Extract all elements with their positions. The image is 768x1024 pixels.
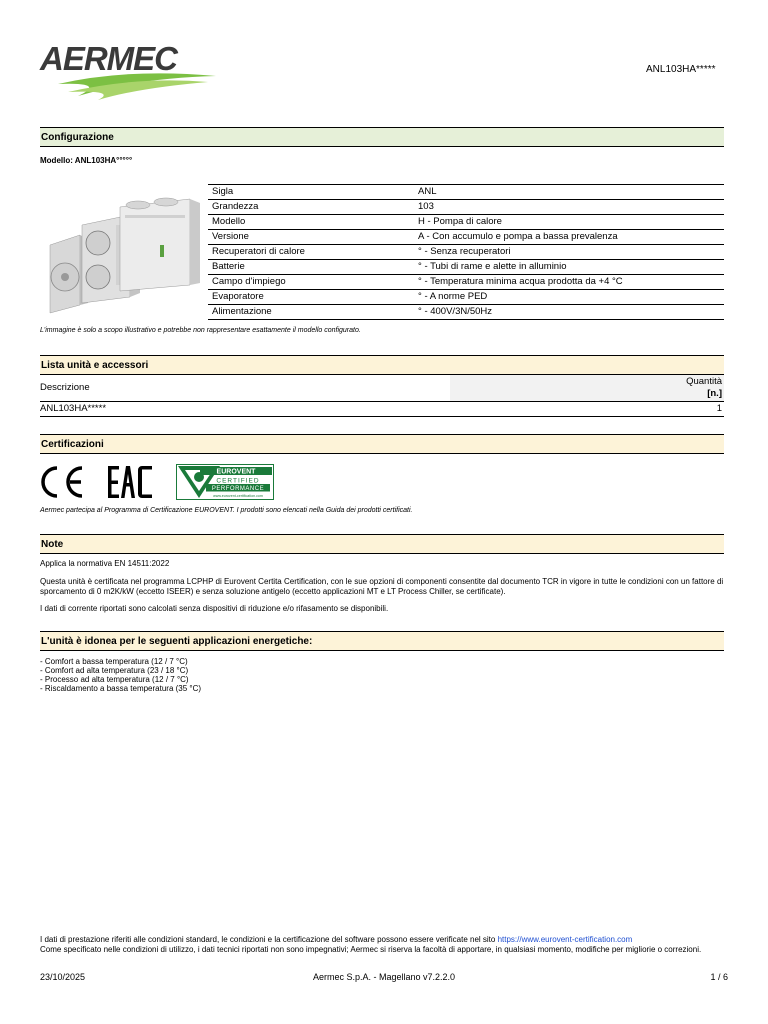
footer-center: Aermec S.p.A. - Magellano v7.2.2.0: [312, 972, 456, 982]
col-description: Descrizione: [40, 382, 90, 393]
list-item: - Processo ad alta temperatura (12 / 7 °C): [40, 675, 189, 684]
spec-value: A - Con accumulo e pompa a bassa prevalenza: [414, 230, 724, 245]
accessories-header: [40, 355, 724, 375]
applications-title: L'unità è idonea per le seguenti applicazioni energetiche:: [41, 636, 313, 647]
list-item: - Comfort ad alta temperatura (23 / 18 °C): [40, 666, 189, 675]
image-disclaimer: L'immagine è solo a scopo illustrativo e potrebbe non rappresentare esattamente il modello configurato.: [40, 327, 361, 334]
spec-row: [208, 185, 724, 200]
spec-value: 103: [414, 200, 724, 215]
spec-value: H - Pompa di calore: [414, 215, 724, 230]
col-quantity-label: Quantità: [686, 376, 722, 387]
footer-disclaimer: [40, 935, 740, 954]
notes-paragraph-1: Applica la normativa EN 14511:2022: [40, 559, 170, 568]
spec-row: [208, 275, 724, 290]
unit-large: [120, 198, 200, 291]
notes-header: [40, 534, 724, 554]
spec-row: [208, 290, 724, 305]
spec-row: [208, 215, 724, 230]
row-description: ANL103HA*****: [40, 403, 107, 414]
spec-value: ° - Temperatura minima acqua prodotta da +4 °C: [414, 275, 724, 290]
eurovent-link[interactable]: https://www.eurovent-certification.com: [497, 935, 633, 944]
configuration-title: Configurazione: [41, 132, 114, 143]
col-quantity-bg: [450, 375, 724, 401]
spec-key: Grandezza: [208, 200, 414, 215]
spec-value: ° - Tubi di rame e alette in alluminio: [414, 260, 724, 275]
list-item: - Riscaldamento a bassa temperatura (35 °C): [40, 684, 202, 693]
ce-mark-icon: [40, 466, 86, 498]
spec-key: Evaporatore: [208, 290, 414, 305]
spec-row: [208, 245, 724, 260]
applications-list: [40, 657, 201, 693]
configuration-header: [40, 127, 724, 147]
logo-wordmark: AERMEC: [40, 40, 178, 77]
disclaimer-line-1: [40, 935, 740, 945]
aermec-logo: [38, 38, 220, 102]
spec-value: ° - Senza recuperatori: [414, 245, 724, 260]
footer-page-number: 1 / 6: [710, 972, 728, 982]
spec-key: Campo d'impiego: [208, 275, 414, 290]
certifications-title: Certificazioni: [41, 439, 104, 450]
svg-text:CERTIFIED: CERTIFIED: [216, 477, 260, 485]
accessories-title: Lista unità e accessori: [41, 360, 149, 371]
eurovent-note: Aermec partecipa al Programma di Certificazione EUROVENT. I prodotti sono elencati nella Guida dei prodotti certificati.: [40, 507, 413, 514]
header-model-code: ANL103HA*****: [646, 64, 716, 75]
spec-value: ANL: [414, 185, 724, 200]
spec-key: Recuperatori di calore: [208, 245, 414, 260]
notes-paragraph-3: I dati di corrente riportati sono calcolati senza dispositivi di riduzione e/o rifasamento se disponibili.: [40, 604, 389, 613]
notes-paragraph-2: Questa unità è certificata nel programma LCPHP di Eurovent Certita Certification, con le sue opzioni di componenti consentite dal documento TCR in vigore in tutte le condizioni con un fattore di sporcamento di 0 m2K/kW (eccetto ISEER) e senza soluzione antigelo (eccetto applicazioni MT e LT Process Chiller, se certificate).: [40, 577, 724, 596]
col-quantity-unit: [n.]: [707, 388, 722, 399]
applications-header: [40, 631, 724, 651]
spec-row: [208, 230, 724, 245]
svg-text:PERFORMANCE: PERFORMANCE: [211, 486, 265, 492]
table-row: [40, 401, 724, 417]
svg-text:EUROVENT: EUROVENT: [216, 468, 256, 476]
svg-text:www.eurovent-certification.com: www.eurovent-certification.com: [213, 494, 263, 498]
eac-mark-icon: [108, 466, 152, 498]
spec-row: [208, 260, 724, 275]
notes-title: Note: [41, 539, 64, 550]
spec-key: Sigla: [208, 185, 414, 200]
row-quantity: 1: [716, 403, 722, 414]
spec-key: Alimentazione: [208, 305, 414, 320]
col-quantity: [686, 376, 722, 400]
spec-table: [208, 184, 724, 320]
disclaimer-line-2: Come specificato nelle condizioni di utilizzo, i dati tecnici riportati non sono impegnativi; Aermec si riserva la facoltà di apportare, in qualsiasi momento, modifiche per migliorie o correzioni.: [40, 944, 702, 954]
spec-key: Versione: [208, 230, 414, 245]
spec-value: ° - A norme PED: [414, 290, 724, 305]
spec-key: Batterie: [208, 260, 414, 275]
spec-value: ° - 400V/3N/50Hz: [414, 305, 724, 320]
accessories-table-header: [40, 375, 724, 401]
spec-row: [208, 305, 724, 320]
list-item: - Comfort a bassa temperatura (12 / 7 °C): [40, 657, 188, 666]
product-image: [40, 185, 208, 322]
model-line: Modello: ANL103HA°°°°°: [40, 156, 133, 165]
eurovent-certified-logo: [176, 464, 274, 500]
certifications-header: [40, 434, 724, 454]
logo-swoosh: [58, 73, 216, 100]
footer-date: 23/10/2025: [40, 972, 86, 982]
disclaimer-text: I dati di prestazione riferiti alle condizioni standard, le condizioni e la certificazione del software possono essere verificate nel sito: [40, 935, 498, 944]
spec-row: [208, 200, 724, 215]
spec-key: Modello: [208, 215, 414, 230]
